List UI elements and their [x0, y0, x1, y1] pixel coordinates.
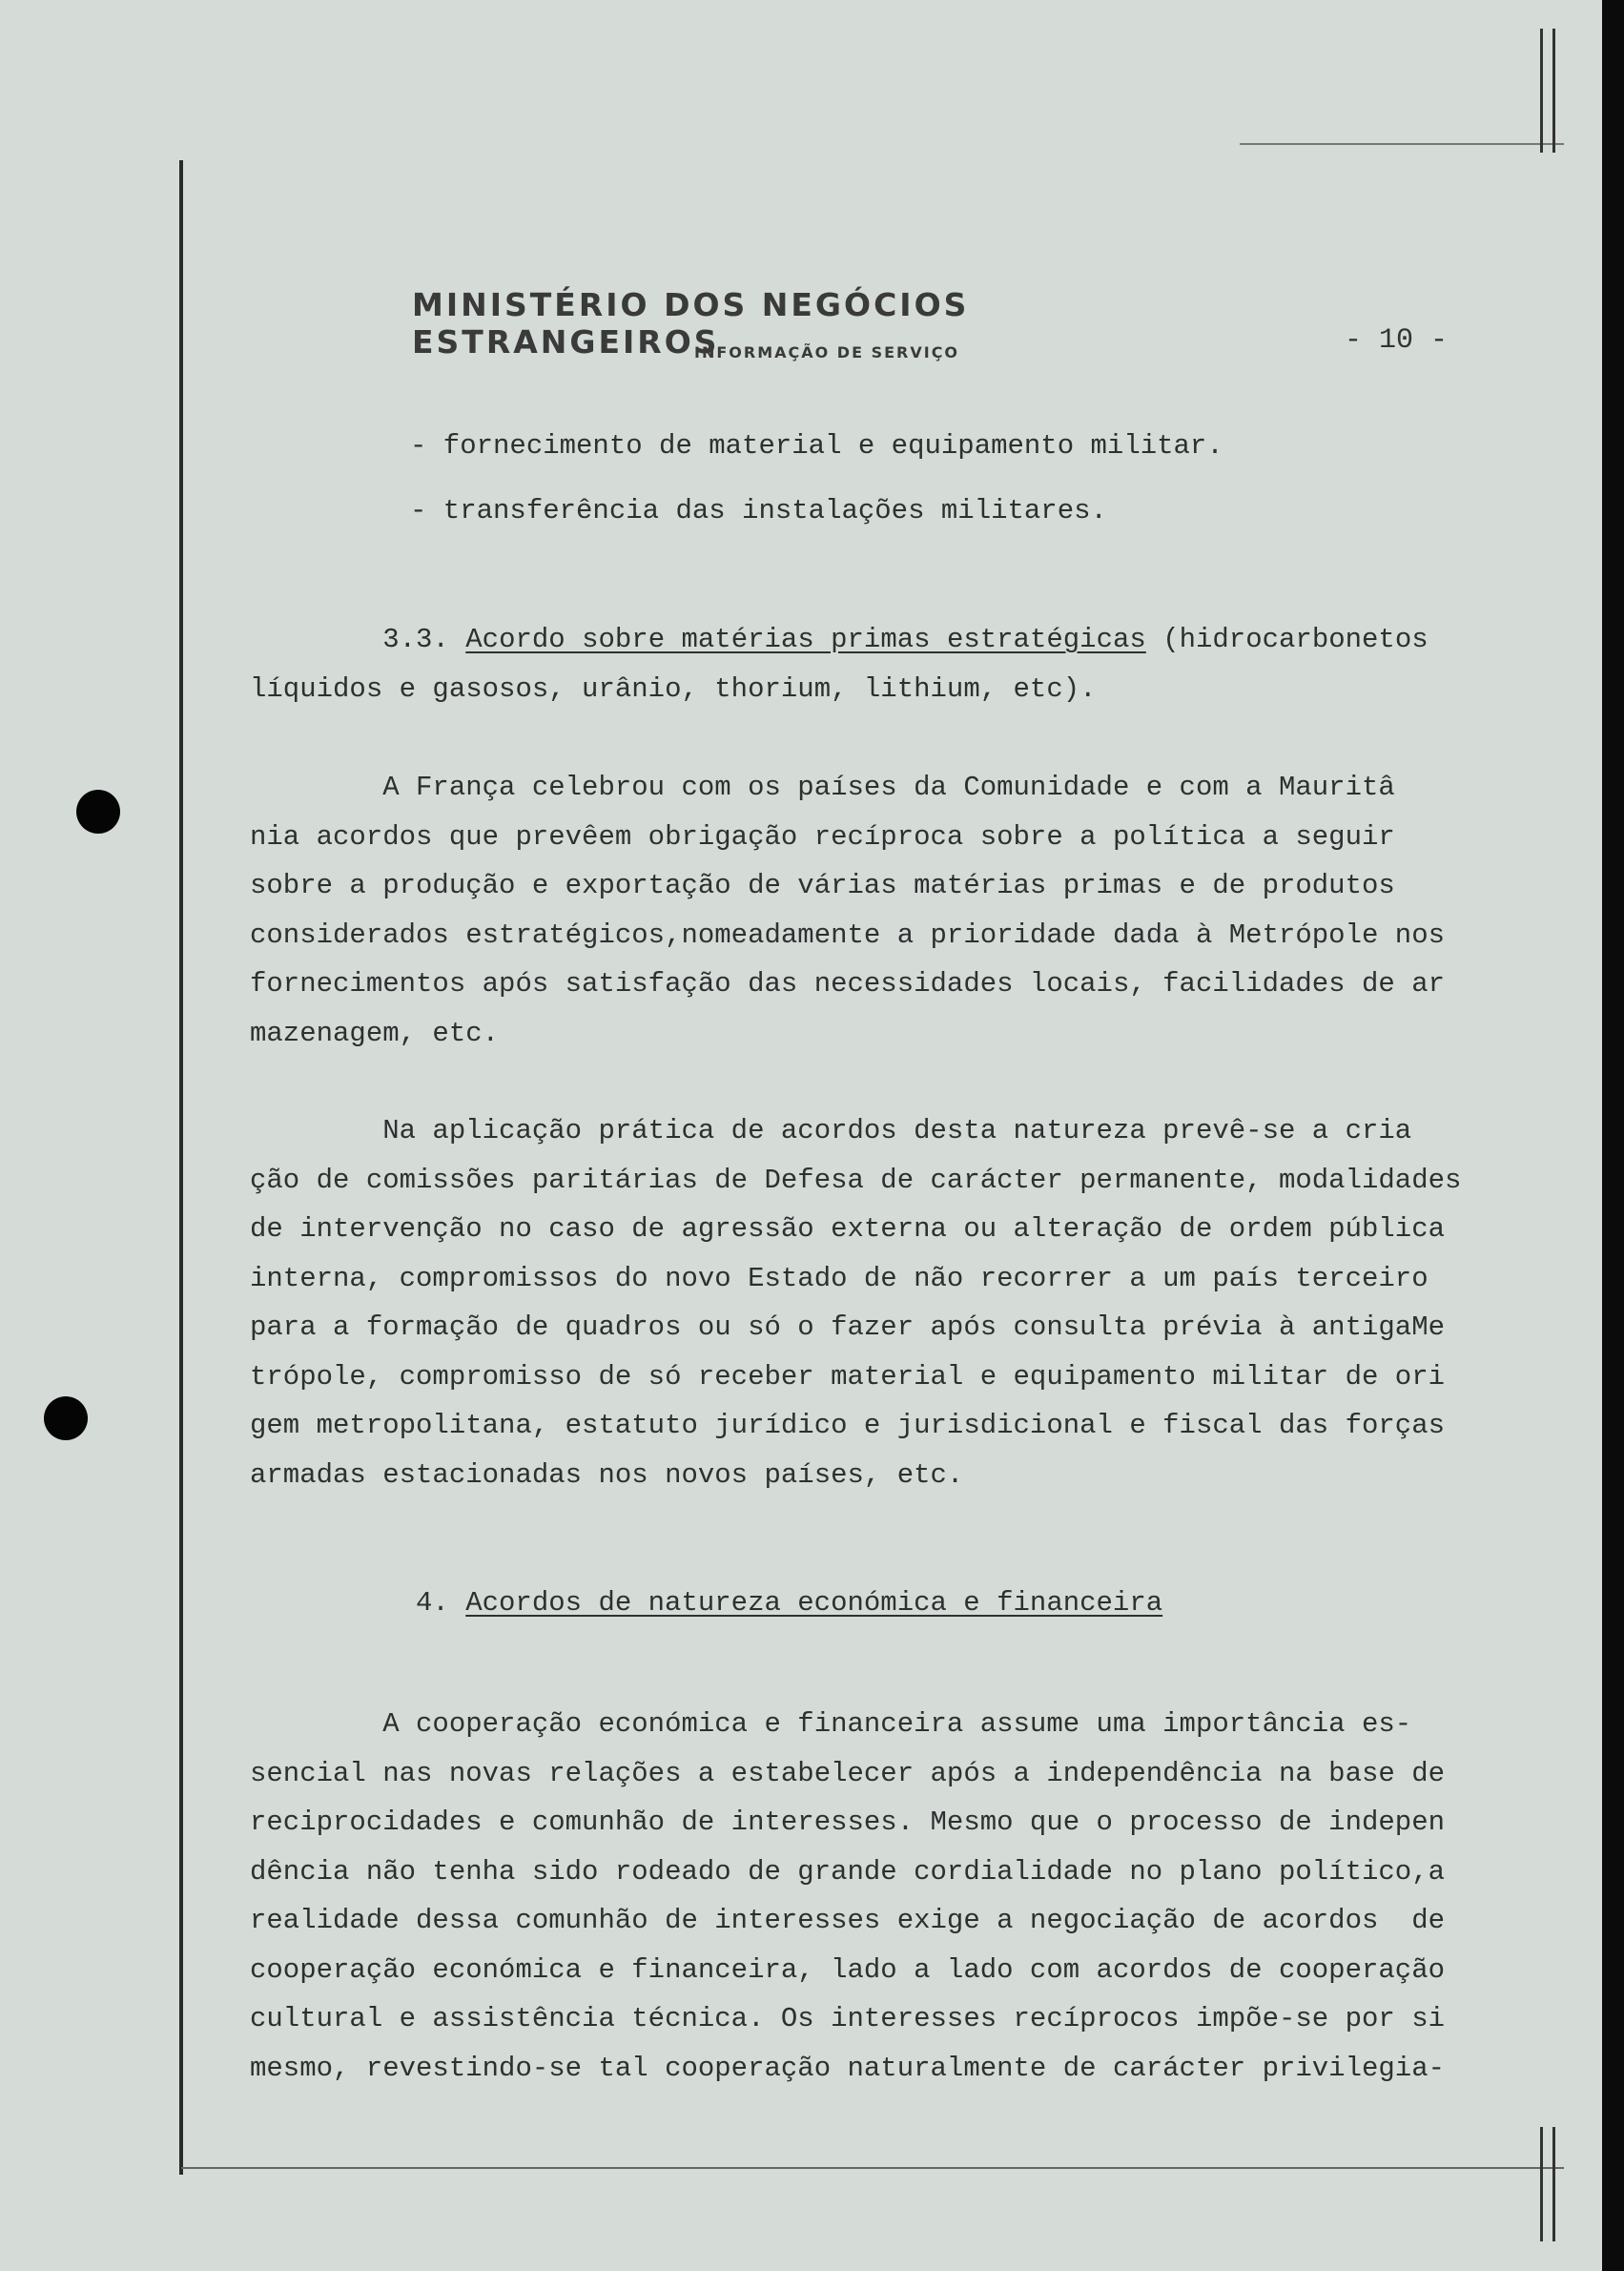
paragraph-line: Na aplicação prática de acordos desta natureza prevê-se a cria: [250, 1115, 1412, 1146]
section-number: 3.3.: [382, 624, 449, 655]
paragraph-line: sobre a produção e exportação de várias matérias primas e de produtos: [250, 870, 1395, 901]
paragraph-line: realidade dessa comunhão de interesses exige a negociação de acordos de: [250, 1905, 1446, 1936]
punch-hole: [76, 790, 120, 834]
paragraph-line: mazenagem, etc.: [250, 1017, 500, 1049]
paragraph-line: gem metropolitana, estatuto jurídico e jurisdicional e fiscal das forças: [250, 1410, 1446, 1441]
paragraph-line: dência não tenha sido rodeado de grande cordialidade no plano político,a: [250, 1855, 1446, 1888]
ministry-header: MINISTÉRIO DOS NEGÓCIOS ESTRANGEIROS: [412, 286, 970, 361]
paragraph-line: de intervenção no caso de agressão externa ou alteração de ordem pública: [250, 1213, 1446, 1245]
binder-rule: [1540, 2127, 1543, 2241]
binder-rule: [1552, 29, 1555, 153]
paragraph: [250, 1700, 1518, 2093]
section-number: 4.: [416, 1587, 449, 1619]
service-subheader: INFORMAÇÃO DE SERVIÇO: [694, 343, 960, 361]
bullet-item: - fornecimento de material e equipamento militar.: [410, 430, 1223, 462]
section-line: líquidos e gasosos, urânio, thorium, lithium, etc).: [250, 672, 1097, 705]
paragraph-line: armadas estacionadas nos novos países, etc.: [250, 1458, 964, 1491]
paragraph-line: interna, compromissos do novo Estado de não recorrer a um país terceiro: [250, 1262, 1429, 1294]
paragraph-line: A cooperação económica e financeira assume uma importância es-: [250, 1708, 1412, 1740]
paragraph-line: mesmo, revestindo-se tal cooperação naturalmente de carácter privilegia-: [250, 2052, 1446, 2084]
binder-rule: [1540, 29, 1543, 153]
paragraph-line: nia acordos que prevêem obrigação recíproca sobre a política a seguir: [250, 820, 1395, 853]
bullet-item: - transferência das instalações militares.: [410, 495, 1107, 526]
paragraph-line: cooperação económica e financeira, lado a lado com acordos de cooperação: [250, 1953, 1446, 1986]
page-number: - 10 -: [1345, 324, 1449, 357]
binder-rule: [1552, 2127, 1555, 2241]
paragraph-line: ção de comissões paritárias de Defesa de carácter permanente, modalidades: [250, 1164, 1462, 1196]
top-edge-rule: [1240, 143, 1564, 145]
paragraph-line: A França celebrou com os países da Comunidade e com a Mauritâ: [250, 772, 1395, 803]
paragraph-line: para a formação de quadros ou só o fazer após consulta prévia à antigaMe: [250, 1311, 1446, 1343]
paragraph-line: reciprocidades e comunhão de interesses. Mesmo que o processo de indepen: [250, 1806, 1446, 1838]
paragraph-line: cultural e assistência técnica. Os interesses recíprocos impõe-se por si: [250, 2003, 1446, 2034]
section-3-3: [250, 615, 1518, 713]
punch-hole: [44, 1396, 88, 1440]
section-title: Acordo sobre matérias primas estratégicas: [465, 624, 1146, 655]
section-title: Acordos de natureza económica e financeira: [465, 1587, 1163, 1619]
paragraph: [250, 1106, 1518, 1499]
paragraph-line: trópole, compromisso de só receber material e equipamento militar de ori: [250, 1360, 1446, 1393]
section-title-rest: (hidrocarbonetos: [1145, 624, 1429, 655]
paragraph: [250, 763, 1518, 1058]
paragraph-line: considerados estratégicos,nomeadamente a prioridade dada à Metrópole nos: [250, 919, 1446, 951]
margin-rule: [179, 160, 183, 2175]
bottom-edge-rule: [181, 2167, 1564, 2169]
paragraph-line: sencial nas novas relações a estabelecer após a independência na base de: [250, 1757, 1446, 1789]
section-4-heading: [416, 1579, 1162, 1628]
paragraph-line: fornecimentos após satisfação das necessidades locais, facilidades de ar: [250, 968, 1446, 1000]
